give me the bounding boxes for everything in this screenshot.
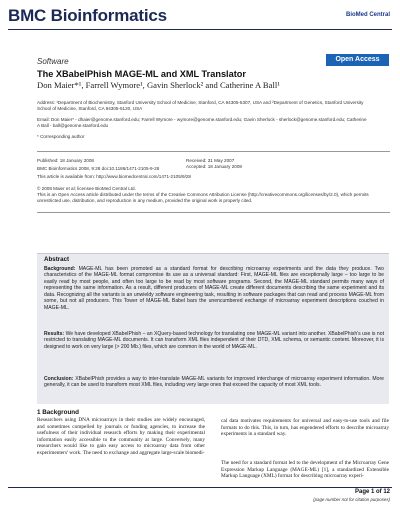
copyright: © 2008 Maier et al; licensee BioMed Central Ltd. — [37, 186, 136, 191]
article-section: Software — [37, 57, 69, 66]
licence-text: This is an Open Access article distributed under the terms of the Creative Commons Attribution License (http://creativecommons.org/licenses/by/2.0), which permits unrestricted use, distribution, and reproduction in any medium, provided the original work is properly cited. — [37, 192, 369, 204]
journal-title: BMC Bioinformatics — [8, 6, 167, 25]
citation: BMC Bioinformatics 2008, 9:28 doi:10.1186/1471-2105-9-28 — [37, 166, 160, 172]
page-note: (page number not for citation purposes) — [313, 497, 390, 502]
background-heading: 1 Background — [37, 409, 79, 416]
conclusion-text: XBabelPhish provides a way to inter-translate MAGE-ML variants for improved interchange of microarray experiment information. More generally, it can be used to transform most XML files, including very large ones that exceed the capacity of most XML tools. — [44, 376, 384, 389]
author-list: Don Maier*¹, Farrell Wymore¹, Gavin Sherlock² and Catherine A Ball¹ — [37, 80, 280, 90]
abstract-heading: Abstract — [44, 256, 70, 263]
licence-block — [37, 186, 389, 205]
abstract-conclusion — [44, 376, 384, 389]
accepted-date: Accepted: 18 January 2008 — [186, 164, 242, 170]
conclusion-label: Conclusion: — [44, 376, 74, 382]
received-date: Received: 31 May 2007 — [186, 158, 235, 163]
divider — [37, 212, 390, 213]
body-right-column-para1: cal data motivates requirements for universal and easy-to-use tools and file formats to do this. This, in turn, has engendered efforts to describe microarray experiments in a standard way. — [221, 418, 389, 438]
results-text: We have developed XBabelPhish – an XQuery-based technology for translating one MAGE-ML variant into another. XBabelPhish's use is not restricted to translating MAGE-ML documents. It can transform XML files independent of their DTD, XML schema, or semantic content. Moreover, it is designed to work on very large (> 200 Mb.) files, which are common in the world of MAGE-ML. — [44, 331, 384, 350]
article-url[interactable]: This article is available from: http://www.biomedcentral.com/1471-2105/9/28 — [37, 174, 191, 180]
background-text: MAGE-ML has been promoted as a standard format for describing microarray experiments and the data they produce. Two characteristics of the MAGE-ML format compromise its use as a universal standard: First, MAGE-ML files are exceptionally large – too large to be easily read by most people, and often too large to be read by most software programs. Second, the MAGE-ML standard permits many ways of representing the same information. As a result, different producers of MAGE-ML create different documents describing the same experiment and its data. Recognizing all the variants is an unwieldy software engineering task, resulting in software packages that can read and process MAGE-ML from some, but not all producers. This Tower of MAGE-ML Babel bars the unencumbered exchange of microarray experiment descriptions couched in MAGE-ML. — [44, 266, 384, 311]
published-date: Published: 18 January 2008 — [37, 158, 94, 163]
header-rule — [8, 29, 392, 30]
author-emails: Email: Don Maier* - dhaier@genome.stanford.edu; Farrell Wymore - wymore@genome.stanford.edu; Gavin Sherlock - sherlock@genome.stanford.edu; Catherine A Ball - ball@genome.stanford.edu — [37, 117, 367, 129]
results-label: Results: — [44, 331, 65, 337]
background-label: Background: — [44, 266, 76, 272]
publication-info — [37, 158, 191, 181]
divider — [37, 151, 390, 152]
body-right-column-para2: The need for a standard format led to the development of the Microarray Gene Expression Markup Language (MAGE-ML) [1], a standardized Extensible Markup Language (XML) format for describing microarray experi- — [221, 460, 389, 480]
body-left-column: Researchers using DNA microarrays in their studies are widely encouraged, and sometimes compelled by journals or funding agencies, to increase the usefulness of their individual research efforts by making their experimental information easily accessible to the community at large. Conversely, many researchers would like to gain easy access to microarray data from other experimenters' work. The need to exchange and aggregate large-scale biomedi- — [37, 417, 205, 456]
article-title: The XBabelPhish MAGE-ML and XML Translator — [37, 69, 246, 79]
open-access-badge: Open Access — [326, 54, 389, 66]
page-number: Page 1 of 12 — [354, 489, 390, 495]
abstract-results — [44, 331, 384, 350]
publisher-logo: BioMed Central — [345, 12, 390, 18]
corresponding-note: * Corresponding author — [37, 134, 85, 139]
abstract-background — [44, 266, 384, 311]
footer-rule — [8, 487, 392, 488]
affiliations: Address: ¹Department of Biochemistry, Stanford University School of Medicine, Stanford, CA 94305-5307, USA and ²Department of Genetics, Stanford University School of Medicine, Stanford, CA 94305-5120, USA — [37, 100, 364, 112]
dates-info — [186, 158, 242, 170]
